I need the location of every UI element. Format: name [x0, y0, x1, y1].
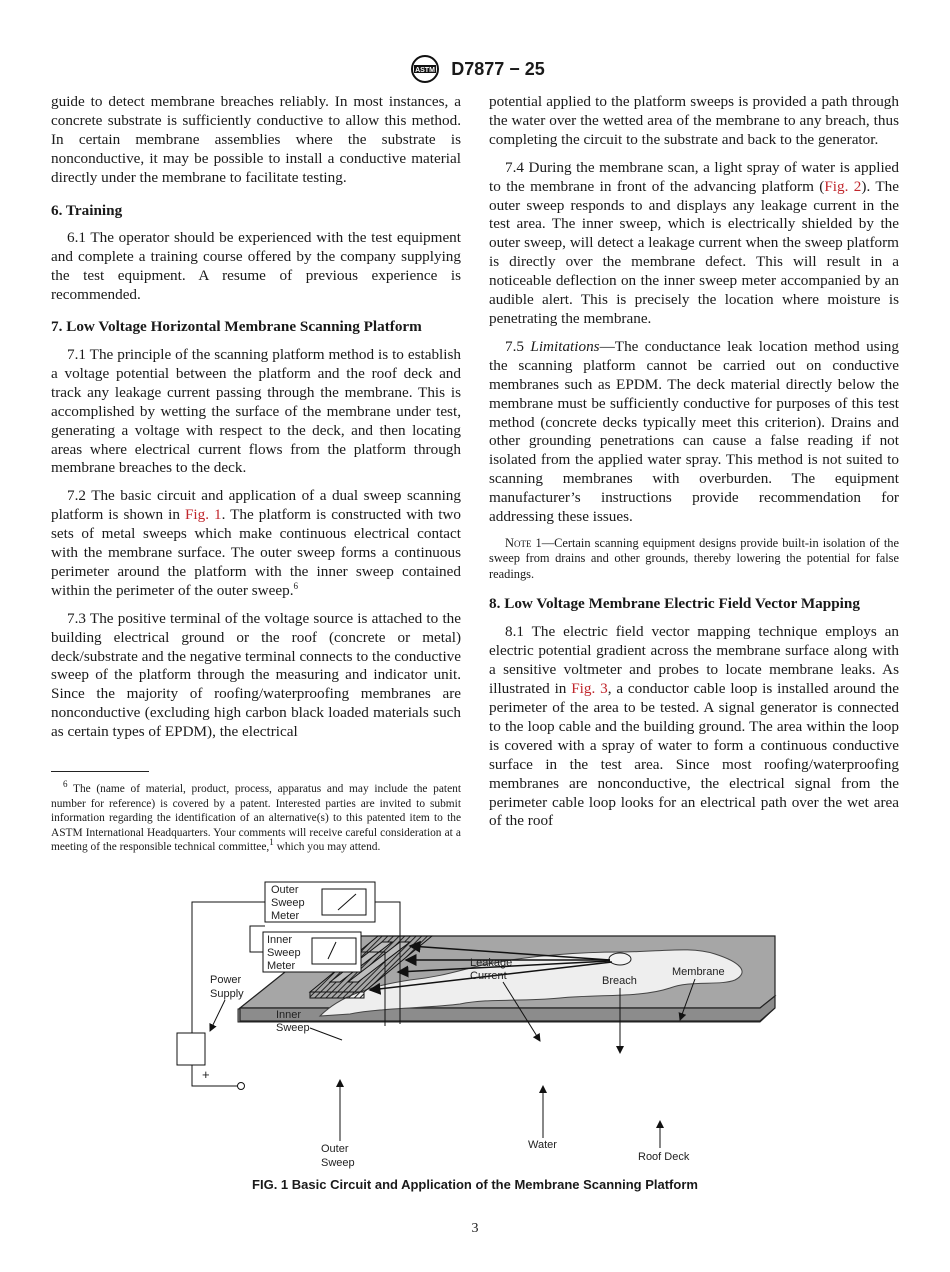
paragraph-7-4-text-b: ). The outer sweep responds to and displays any leakage current in the test area. The inner sweep, which is electrically shielded by the outer sweep, will detect a leakage current when the sweep platform is directly over the membrane defect. This will result in a noticeable deflection on the inner sweep meter accompanied by an audible alert. This is precisely the location where moisture is penetrating the membrane. [489, 177, 899, 327]
label-roof-deck: Roof Deck [638, 1151, 690, 1163]
astm-logo-icon [405, 54, 445, 84]
label-inner-sweep-1: Inner [276, 1009, 302, 1021]
label-inner-sweep-meter-3: Meter [267, 960, 296, 972]
svg-text:ASTM: ASTM [415, 67, 436, 74]
section-8-heading: 8. Low Voltage Membrane Electric Field Vector Mapping [489, 595, 860, 613]
footnote-1-ref[interactable]: 1 [269, 837, 274, 848]
label-inner-sweep-meter-2: Sweep [267, 947, 301, 959]
pointer-inner-sweep [310, 1028, 342, 1040]
label-power-1: Power [210, 974, 242, 986]
paragraph-7-5-number: 7.5 [505, 337, 531, 355]
paragraph-7-2 [51, 487, 461, 600]
note-1-text: —Certain scanning equipment designs provide built-in isolation of the sweep from drains and other grounds, thereby lowering the potential for false readings. [489, 535, 899, 581]
label-inner-sweep-meter-1: Inner [267, 934, 293, 946]
paragraph-6-1: 6.1 The operator should be experienced with the test equipment and complete a training course offered by the company supplying the test equipment. A resume of previous experience is recommended. [51, 229, 461, 304]
figure-1-diagram [170, 876, 790, 1172]
footnote-6-text-end: which you may attend. [273, 841, 381, 854]
label-outer-sweep-meter-1: Outer [271, 884, 299, 896]
document-code: D7877 − 25 [451, 58, 545, 79]
note-1-label: Note 1 [505, 535, 542, 550]
deck-ground-terminal [238, 1083, 245, 1090]
paragraph-7-5-text: —The conductance leak location method using the scanning platform cannot be carried out on conductive membranes such as EPDM. The deck material directly below the membrane must be sufficiently conductive for purposes of this test method (concrete decks typically meet this criterion). Drains and other grounding penetrations can cause a false reading if not isolated from the applied water spray. This method is not suited to scanning membranes with overburden. The equipment manufacturer’s instructions provide recommendation for addressing these issues. [489, 337, 899, 526]
left-column [51, 93, 461, 751]
figure-1-caption: FIG. 1 Basic Circuit and Application of the Membrane Scanning Platform [252, 1177, 698, 1192]
footnote-6-ref[interactable]: 6 [293, 580, 298, 591]
outer-sweep-frame-bottom [310, 992, 364, 998]
page-number: 3 [471, 1221, 479, 1236]
fig-1-link[interactable]: Fig. 1 [184, 506, 222, 524]
limitations-term: Limitations [530, 337, 600, 355]
label-plus: + [202, 1067, 210, 1082]
pointer-power [210, 1000, 225, 1031]
fig-3-link[interactable]: Fig. 3 [571, 680, 608, 698]
label-leakage-1: Leakage [470, 957, 513, 969]
paragraph-7-4 [489, 159, 899, 329]
paragraph-8-1-text-b: , a conductor cable loop is installed around the perimeter of the area to be tested. A signal generator is connected to the loop cable and the building ground. The area within the loop is covered with a spray of water to form a continuous conductive surface in the test area. Since most roofing/waterproofing membranes are nonconductive, the electrical signal from the perimeter cable loop looks for an electrical path over the wet area of the roof [489, 680, 899, 830]
inner-sweep-meter-dial [312, 938, 356, 964]
footnote-6 [51, 779, 461, 855]
label-outer-sweep-2: Sweep [321, 1157, 355, 1169]
section-6-heading: 6. Training [51, 201, 123, 219]
power-supply-box [177, 1033, 205, 1065]
paragraph-7-3-continued: potential applied to the platform sweeps is provided a path through the water over the wetted area of the membrane to any breach, thus completing the circuit to the substrate and back to the generator. [489, 93, 899, 148]
paragraph-7-2-text-b: . The platform is constructed with two sets of metal sweeps which make continuous electrical contact with the membrane surface. The outer sweep forms a continuous perimeter around the platform with the inner sweep contained within the perimeter of the outer sweep. [51, 506, 461, 599]
page-header [0, 54, 950, 89]
note-1 [489, 536, 899, 583]
label-outer-sweep-meter-3: Meter [271, 910, 300, 922]
fig-2-link[interactable]: Fig. 2 [824, 177, 862, 195]
label-leakage-2: Current [470, 970, 507, 982]
label-water: Water [528, 1139, 557, 1151]
paragraph-7-3: 7.3 The positive terminal of the voltage source is attached to the building electrical ground or the roof (concrete or metal) deck/substrate and the negative terminal connects to the conductive sweep of the platform through the measuring and indicator unit. Since the majority of roofing/waterproofing membranes are nonconductive (excluding high carbon black loaded materials such as certain types of EPDM), the electrical [51, 609, 461, 741]
paragraph-8-1 [489, 623, 899, 831]
paragraph-7-5 [489, 338, 899, 527]
outer-sweep-meter-dial [322, 889, 366, 915]
label-inner-sweep-2: Sweep [276, 1022, 310, 1034]
label-outer-sweep-meter-2: Sweep [271, 897, 305, 909]
paragraph-7-2-text-a: 7.2 The basic circuit and application of a dual sweep scanning platform is shown in [51, 487, 461, 524]
label-outer-sweep-1: Outer [321, 1143, 349, 1155]
breach-marker [609, 953, 631, 965]
right-column [489, 93, 899, 840]
footnote-6-marker: 6 [63, 779, 68, 790]
label-power-2: Supply [210, 988, 244, 1000]
wire-power-to-deck [192, 1065, 238, 1086]
footnote-6-text: The (name of material, product, process, apparatus and may include the patent number for reference) is covered by a patent. Interested parties are invited to submit information regarding the identification of an alternative(s) to this patented item to the ASTM International Headquarters. Your comments will receive careful consideration at a meeting of the responsible technical committee, [51, 783, 461, 854]
label-membrane: Membrane [672, 966, 725, 978]
label-breach: Breach [602, 975, 637, 987]
paragraph-7-1: 7.1 The principle of the scanning platform method is to establish a voltage potential between the platform and the roof deck and track any leakage current passing through the membrane. This is accomplished by wetting the surface of the membrane under test, generating a voltage with respect to the deck, and then locating areas where electrical current flows from the platform through membrane breaches to the deck. [51, 345, 461, 477]
paragraph-8-1-text-a: 8.1 The electric field vector mapping technique employs an electric potential gradient across the membrane surface along with a sensitive voltmeter and probes to locate membrane leaks. As illustrated in [489, 623, 899, 698]
paragraph-7-4-text-a: 7.4 During the membrane scan, a light spray of water is applied to the membrane in front of the advancing platform ( [489, 158, 899, 195]
paragraph-intro-continued: guide to detect membrane breaches reliably. In most instances, a concrete substrate is sufficiently conductive to allow this method. In certain membrane assemblies where the substrate is nonconductive, it may be possible to install a conductive material directly under the membrane to facilitate testing. [51, 93, 461, 186]
section-7-heading: 7. Low Voltage Horizontal Membrane Scanning Platform [51, 318, 422, 336]
footnote-rule [51, 771, 149, 772]
